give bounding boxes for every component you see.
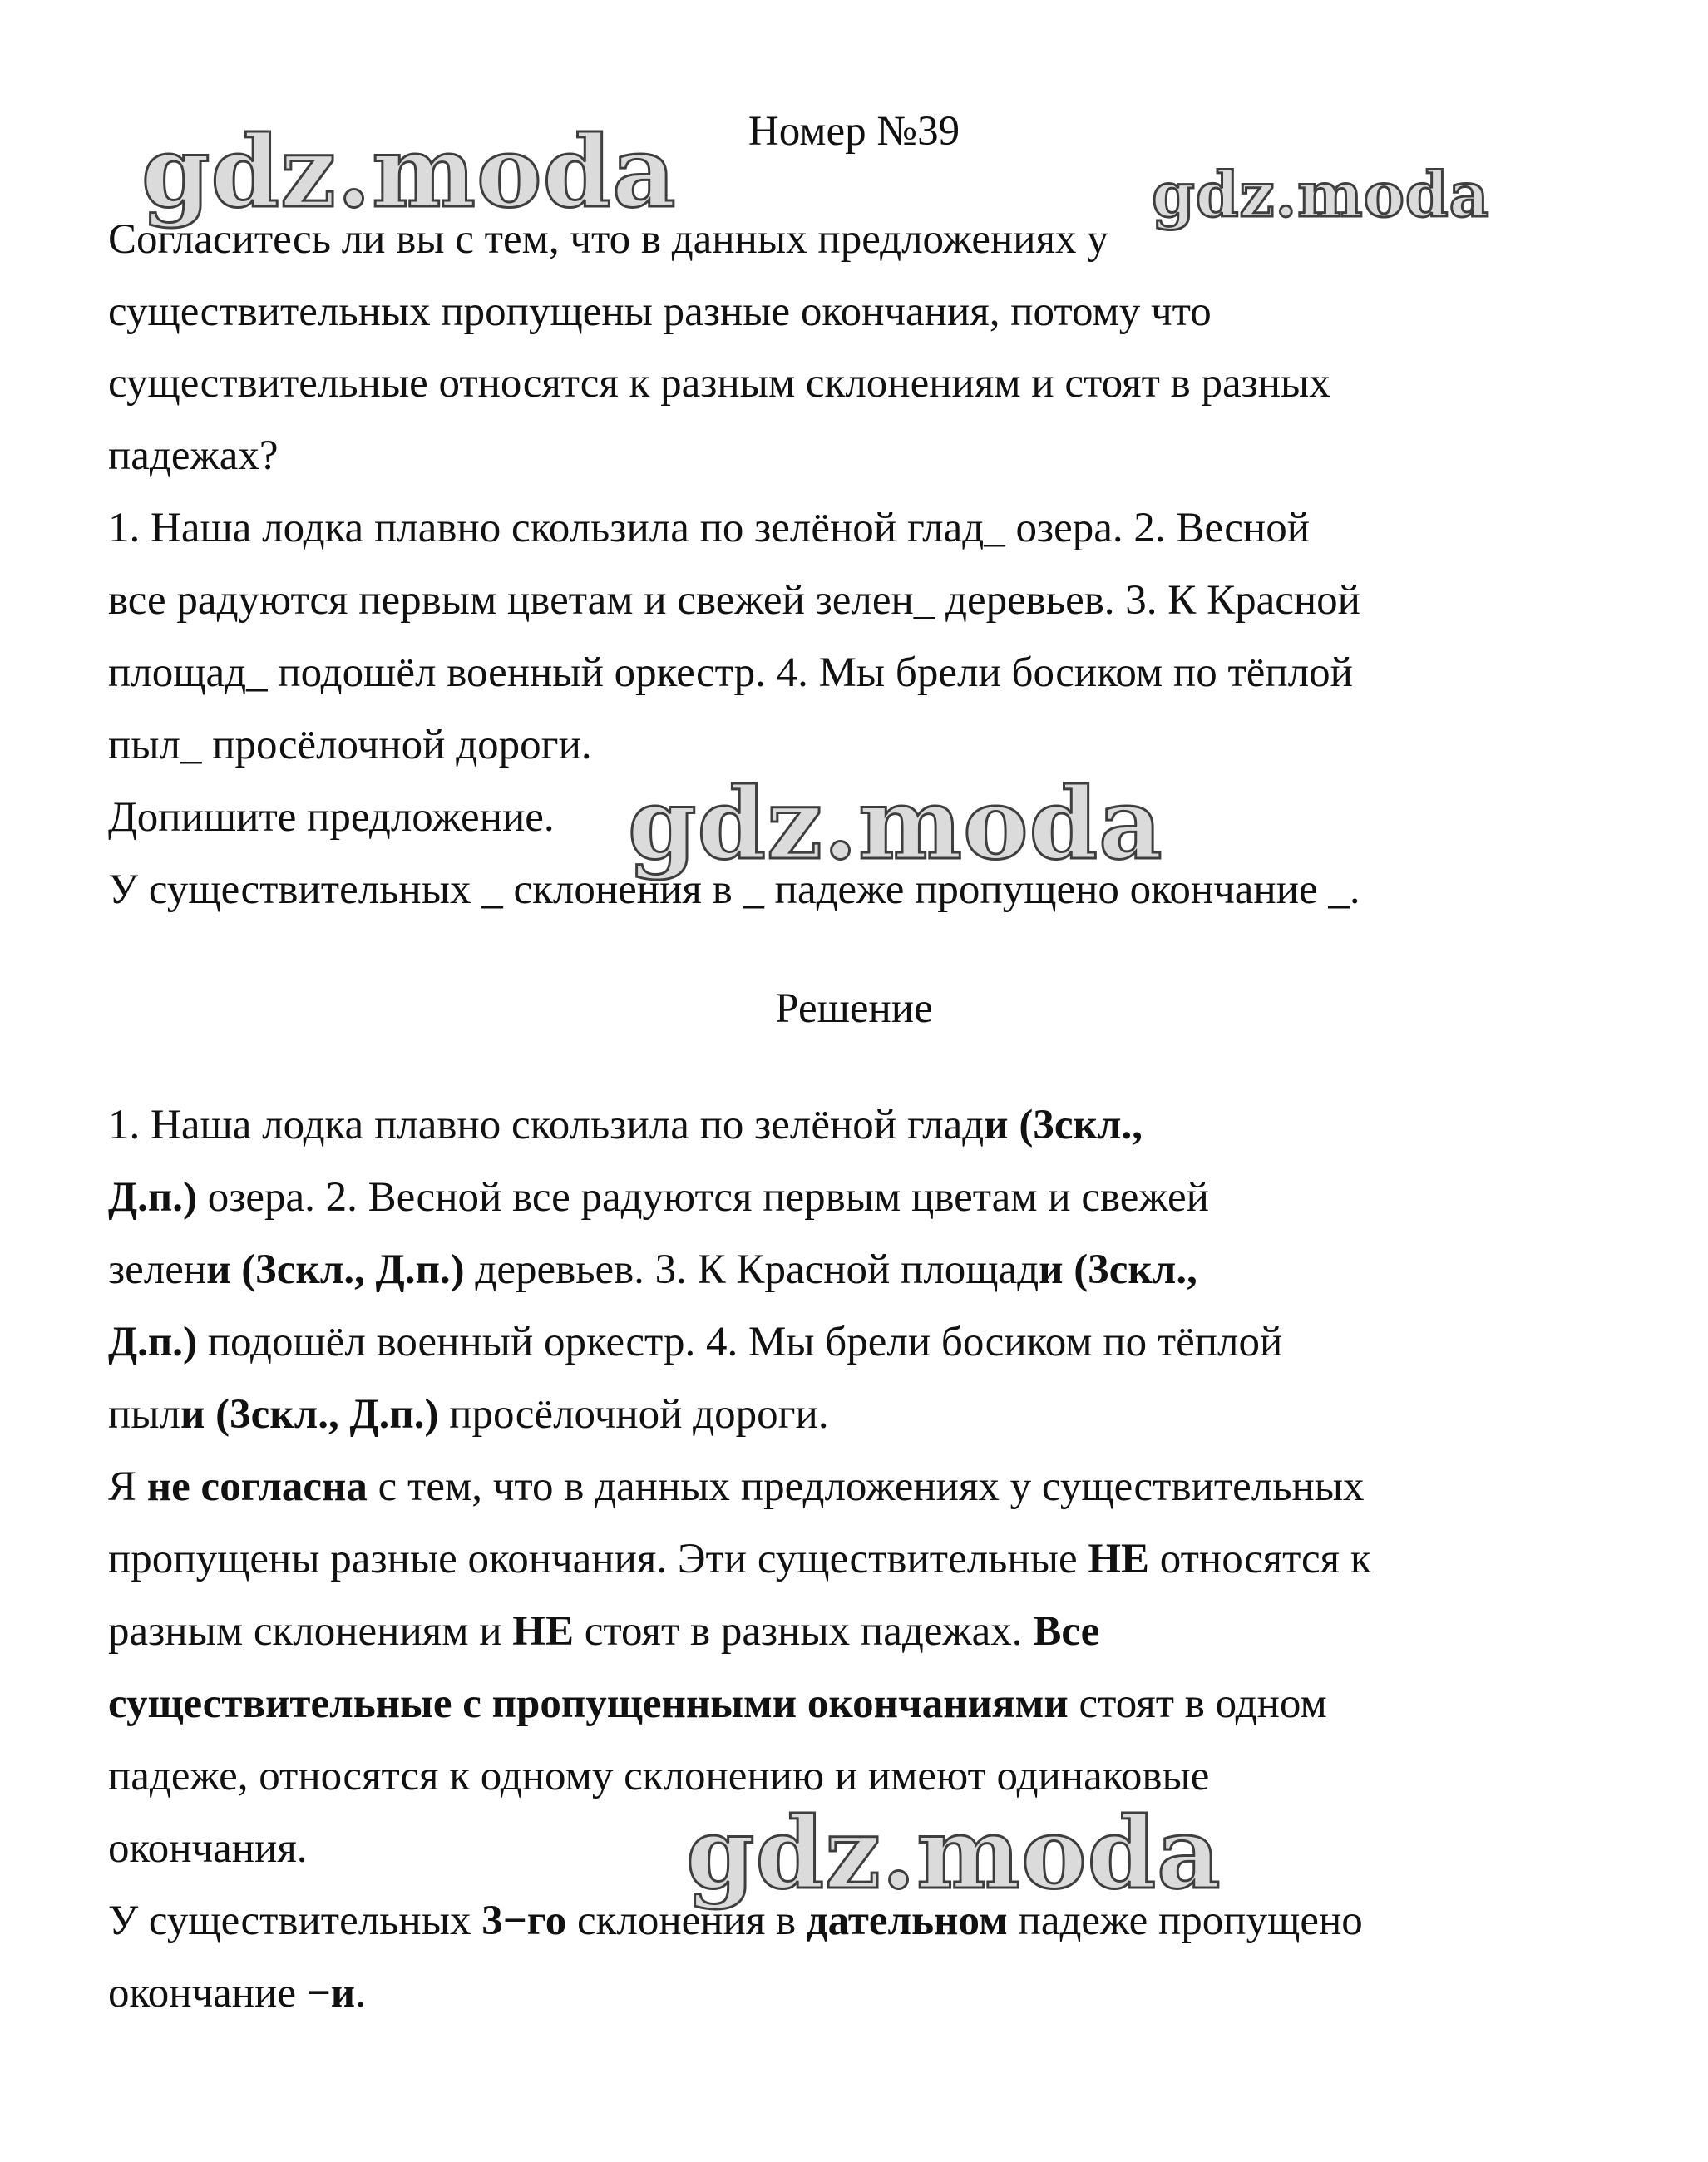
task-line: площад_ подошёл военный оркестр. 4. Мы брели босиком по тёплой: [108, 649, 1353, 696]
solution-line: Д.п.) подошёл военный оркестр. 4. Мы брели босиком по тёплой: [108, 1319, 1283, 1365]
solution-line: У существительных 3−го склонения в дательном падеже пропущено: [108, 1898, 1363, 1944]
solution-line: окончание −и.: [108, 1970, 366, 2016]
watermark-logo: gdz.moda: [628, 766, 1163, 881]
task-line: 1. Наша лодка плавно скользила по зелёной глад_ озера. 2. Весной: [108, 505, 1311, 551]
solution-line: окончания.: [108, 1825, 308, 1872]
solution-heading: Решение: [775, 985, 933, 1032]
solution-line: Д.п.) озера. 2. Весной все радуются первым цветам и свежей: [108, 1174, 1209, 1221]
task-line: падежах?: [108, 432, 279, 479]
task-line: пыл_ просёлочной дороги.: [108, 722, 592, 768]
task-line: все радуются первым цветам и свежей зелен_ деревьев. 3. К Красной: [108, 577, 1360, 624]
task-line: существительные относятся к разным склонениям и стоят в разных: [108, 360, 1330, 407]
solution-line: падеже, относятся к одному склонению и имеют одинаковые: [108, 1753, 1210, 1799]
task-line: существительных пропущены разные окончания, потому что: [108, 289, 1212, 335]
task-line: Допишите предложение.: [108, 794, 555, 841]
task-line: У существительных _ склонения в _ падеже пропущено окончание _.: [108, 866, 1360, 913]
watermark-logo: gdz.moda: [1152, 160, 1490, 231]
solution-line: Я не согласна с тем, что в данных предложениях у существительных: [108, 1464, 1365, 1510]
task-line: Согласитесь ли вы с тем, что в данных предложениях у: [108, 216, 1108, 263]
solution-line: пыли (3скл., Д.п.) просёлочной дороги.: [108, 1391, 829, 1438]
solution-line: пропущены разные окончания. Эти существительные НЕ относятся к: [108, 1536, 1371, 1582]
watermark-logo: gdz.moda: [686, 1795, 1222, 1911]
page-title: Номер №39: [748, 108, 960, 155]
solution-line: существительные с пропущенными окончаниями стоят в одном: [108, 1681, 1327, 1727]
watermark-logo: gdz.moda: [141, 114, 677, 230]
solution-line: 1. Наша лодка плавно скользила по зелёной глади (3скл.,: [108, 1102, 1143, 1148]
solution-line: зелени (3скл., Д.п.) деревьев. 3. К Красной площади (3скл.,: [108, 1246, 1197, 1293]
solution-line: разным склонениям и НЕ стоят в разных падежах. Все: [108, 1608, 1100, 1655]
